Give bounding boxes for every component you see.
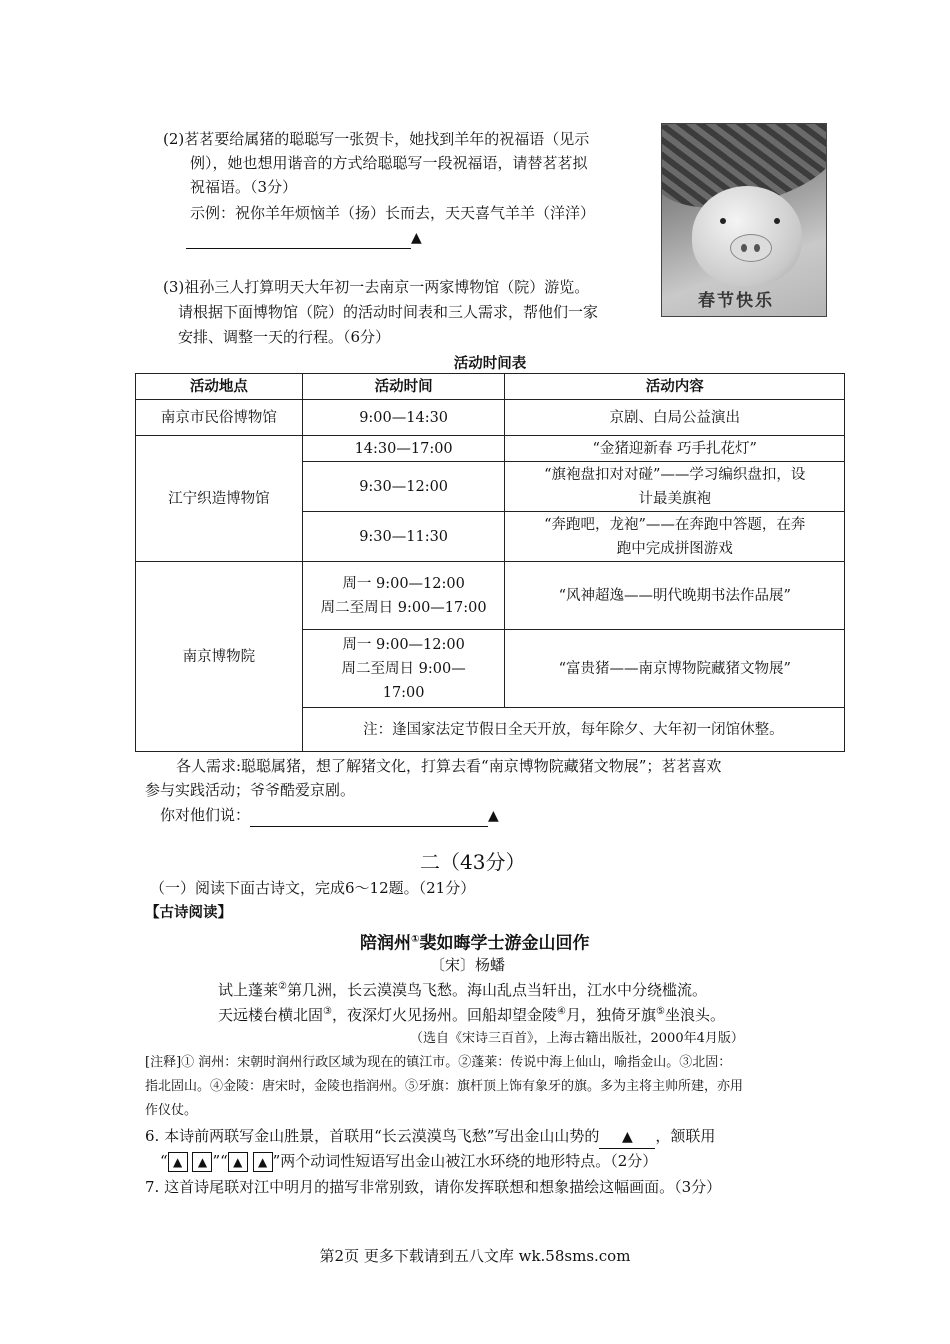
say-line[interactable] — [160, 804, 499, 827]
time-line: 周一 9:00—12:00 — [342, 575, 465, 592]
notes-line2: 指北固山。④金陵：唐宋时，金陵也指润州。⑤牙旗：旗杆顶上饰有象牙的旗。多为主将主帅所建，亦用 — [145, 1079, 744, 1094]
time-cell: 9:30—11:30 — [302, 512, 505, 562]
poem-title — [360, 927, 589, 957]
time-line: 17:00 — [382, 684, 425, 701]
header-time: 活动时间 — [302, 374, 505, 400]
content-cell: “金猪迎新春 巧手扎花灯” — [505, 436, 845, 462]
say-label: 你对他们说： — [160, 806, 251, 824]
q2-line1: (2)茗茗要给属猪的聪聪写一张贺卡，她找到羊年的祝福语（见示 — [163, 130, 590, 148]
content-line: 跑中完成拼图游戏 — [616, 540, 733, 557]
poem-text: 月，独倚牙旗 — [565, 1006, 656, 1024]
content-line: “旗袍盘扣对对碰”——学习编织盘扣，设 — [544, 466, 806, 483]
answer-blank[interactable] — [250, 812, 488, 827]
q6-text: 6. 本诗前两联写金山胜景，首联用“长云漠漠鸟飞愁”写出金山山势的 — [145, 1127, 600, 1145]
time-line: 周一 9:00—12:00 — [342, 636, 465, 653]
pig-icon — [692, 186, 802, 286]
answer-marker: ▲ — [488, 808, 499, 824]
poem-title-part: 裴如晦学士游金山回作 — [419, 933, 590, 954]
q6-text: ，颔联用 — [655, 1127, 716, 1145]
poem-text: 试上蓬莱 — [218, 981, 279, 999]
section-sub: （一）阅读下面古诗文，完成6～12题。（21分） — [150, 879, 476, 897]
answer-box[interactable]: ▲ — [228, 1152, 248, 1172]
pig-greeting-image — [661, 123, 827, 317]
time-cell — [302, 630, 505, 708]
content-cell: “风神超逸——明代晚期书法作品展” — [505, 562, 845, 630]
q7-text: 7. 这首诗尾联对江中明月的描写非常别致，请你发挥联想和想象描绘这幅画面。（3分） — [145, 1178, 722, 1196]
pig-eye-right — [774, 218, 780, 224]
content-cell — [505, 512, 845, 562]
answer-marker: ▲ — [622, 1129, 633, 1145]
section-tag: 【古诗阅读】 — [145, 905, 232, 921]
section-heading: 二（43分） — [420, 850, 526, 874]
q2-line3: 祝福语。（3分） — [190, 178, 298, 196]
table-header-row — [136, 374, 845, 400]
content-line: 计最美旗袍 — [638, 490, 711, 507]
content-cell — [505, 462, 845, 512]
notes-line1: [注释]① 润州：宋朝时润州行政区域为现在的镇江市。②蓬莱：传说中海上仙山，喻指金山。③北固： — [145, 1055, 732, 1070]
poem-source: （选自《宋诗三百首》，上海古籍出版社，2000年4月版） — [410, 1031, 744, 1046]
q2-line2: 例），她也想用谐音的方式给聪聪写一段祝福语，请替茗茗拟 — [190, 154, 588, 172]
footnote-mark: ① — [411, 934, 420, 945]
footnote-mark: ④ — [557, 1006, 566, 1017]
poem-line1 — [218, 976, 707, 1001]
time-cell: 9:30—12:00 — [302, 462, 505, 512]
time-cell: 14:30—17:00 — [302, 436, 505, 462]
header-content: 活动内容 — [505, 374, 845, 400]
table-row — [136, 436, 845, 462]
nostril-right — [754, 244, 760, 252]
content-cell: 京剧、白局公益演出 — [505, 400, 845, 436]
content-line: “奔跑吧，龙袍”——在奔跑中答题，在奔 — [544, 516, 806, 533]
note-cell: 注：逢国家法定节假日全天开放，每年除夕、大年初一闭馆休整。 — [302, 708, 844, 752]
answer-blank[interactable] — [599, 1125, 655, 1149]
time-line: 周二至周日 9:00— — [341, 660, 466, 677]
poem-text: ，夜深灯火见扬州。回船却望金陵 — [331, 1006, 557, 1024]
answer-box[interactable]: ▲ — [253, 1152, 273, 1172]
answer-marker: ▲ — [411, 230, 422, 246]
table-row — [136, 562, 845, 630]
q6-text: ”“ — [212, 1152, 228, 1170]
time-cell — [302, 562, 505, 630]
place-cell: 南京博物院 — [136, 562, 303, 752]
q6-text: ”两个动词性短语写出金山被江水环绕的地形特点。（2分） — [272, 1152, 658, 1170]
q6-text: “ — [160, 1152, 168, 1170]
poem-author: 〔宋〕杨蟠 — [430, 956, 506, 974]
footnote-mark: ⑤ — [655, 1006, 665, 1017]
poem-text: 坐浪头。 — [664, 1006, 725, 1024]
table-title: 活动时间表 — [453, 356, 527, 372]
answer-box[interactable]: ▲ — [192, 1152, 212, 1172]
footnote-mark: ② — [278, 981, 287, 992]
nostril-left — [741, 244, 747, 252]
place-cell: 南京市民俗博物馆 — [136, 400, 303, 436]
poem-title-part: 陪润州 — [360, 933, 411, 954]
time-line: 周二至周日 9:00—17:00 — [320, 599, 487, 616]
footnote-mark: ③ — [323, 1006, 332, 1017]
needs-line2: 参与实践活动；爷爷酷爱京剧。 — [145, 781, 356, 799]
q2-example: 示例：祝你羊年烦恼羊（扬）长而去，天天喜气羊羊（洋洋） — [190, 204, 596, 222]
content-cell: “富贵猪——南京博物院藏猪文物展” — [505, 630, 845, 708]
page-footer: 第2页 更多下载请到五八文库 wk.58sms.com — [319, 1247, 631, 1265]
notes-line3: 作仪仗。 — [145, 1103, 198, 1118]
place-cell: 江宁织造博物馆 — [136, 436, 303, 562]
table-row — [136, 400, 845, 436]
answer-box[interactable]: ▲ — [168, 1152, 188, 1172]
q3-line3: 安排、调整一天的行程。（6分） — [178, 328, 391, 346]
q3-line1: (3)祖孙三人打算明天大年初一去南京一两家博物馆（院）游览。 — [163, 278, 590, 296]
pig-eye-left — [720, 218, 726, 224]
activity-schedule-table — [135, 373, 845, 752]
header-place: 活动地点 — [136, 374, 303, 400]
answer-blank[interactable] — [186, 234, 411, 249]
time-cell: 9:00—14:30 — [302, 400, 505, 436]
q2-answer-line[interactable] — [186, 226, 422, 249]
pig-snout — [730, 234, 772, 262]
needs-line1: 各人需求:聪聪属猪，想了解猪文化，打算去看“南京博物院藏猪文物展”；茗茗喜欢 — [176, 757, 722, 775]
poem-text: 天远楼台横北固 — [218, 1006, 324, 1024]
q3-line2: 请根据下面博物馆（院）的活动时间表和三人需求，帮他们一家 — [178, 303, 599, 321]
poem-line2 — [218, 1001, 725, 1026]
q6-line2 — [160, 1150, 657, 1172]
picture-caption: 春节快乐 — [698, 291, 774, 311]
q6-line1 — [145, 1125, 715, 1149]
poem-text: 第几洲，长云漠漠鸟飞愁。海山乱点当轩出，江水中分绕槛流。 — [286, 981, 707, 999]
